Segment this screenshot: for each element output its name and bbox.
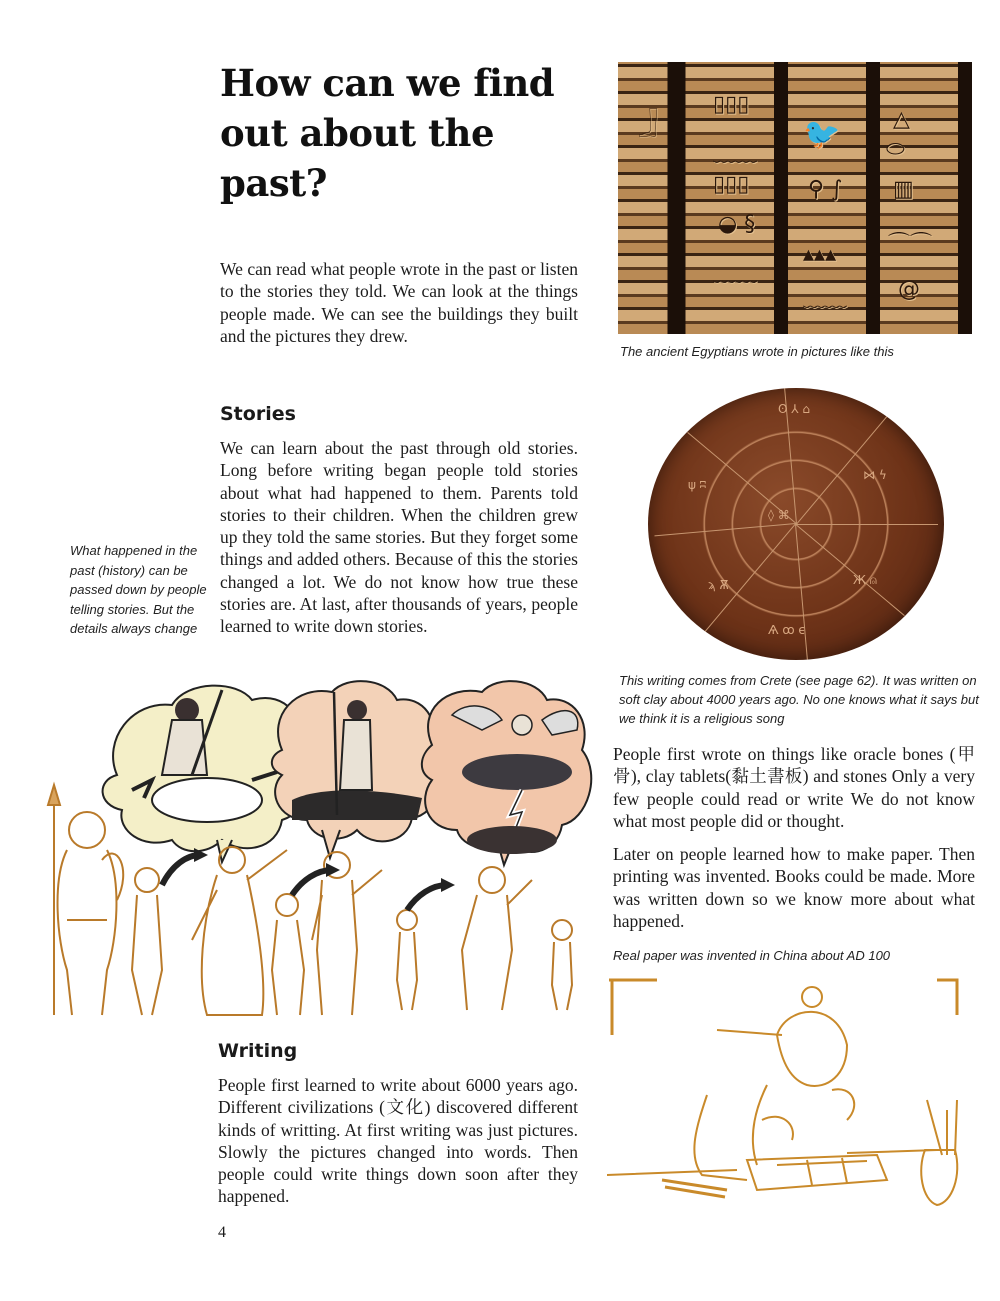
thought-bubble-3 (422, 681, 591, 865)
hieroglyph-glyph: ⚲ ∫ (808, 177, 843, 202)
hieroglyph-glyph: ▯▯▯ (713, 92, 750, 117)
printer-hands (762, 1089, 854, 1140)
disc-glyph: ϡ Ѫ (708, 578, 729, 592)
carving-tools (662, 1180, 727, 1197)
hieroglyph-glyph: ⌒⌒ (888, 232, 933, 257)
hieroglyph-glyph: ▯▯▯ (713, 172, 750, 197)
hieroglyph-glyph: ▥ (893, 177, 914, 202)
disc-glyph: ⋈ ϟ (863, 468, 887, 482)
intro-paragraph: We can read what people wrote in the past or listen to the stories they told. We can look at the things people made. We can see the buildings they built and the pictures they drew. (220, 259, 578, 346)
writing-paragraph: People first learned to write about 6000 years ago. Different civilizations (文化) discovered different kinds of writting. At first writing was just pictures. Slowly the pictures changed into words. Then people could write things down soon after they happened. (218, 1075, 578, 1207)
thought-bubble-2 (272, 681, 441, 858)
hieroglyph-glyph: ﹏﹏ (803, 287, 848, 312)
egyptian-hieroglyphs-photo (618, 62, 972, 334)
disc-divider-line (795, 524, 904, 616)
crete-caption: This writing comes from Crete (see page 62). It was written on soft clay about 4000 years ago. No one knows what it says but we think it is a religious song (619, 673, 979, 726)
paper-caption: Real paper was invented in China about AD 100 (613, 948, 891, 963)
page-number: 4 (218, 1224, 226, 1241)
child-3 (397, 910, 417, 930)
disc-divider-line (795, 524, 808, 660)
disc-glyph: ʘ ⅄ ⌂ (778, 402, 811, 416)
disc-glyph: Ж ⍝ (853, 573, 877, 587)
pot-tools (927, 1100, 957, 1155)
hieroglyph-glyph: ﹏﹏ (713, 262, 758, 287)
paper-printing-paragraph: Later on people learned how to make paper. Then printing was invented. Books could be made. More was written down so we know more about what happened. (613, 844, 975, 931)
modern-man-head (479, 867, 505, 893)
generation-arrows (162, 848, 455, 910)
stories-heading: Stories (220, 403, 296, 425)
disc-glyph: ◊ ⌘ (768, 508, 790, 522)
page-title: How can we find out about the past? (220, 61, 555, 205)
child-4 (552, 920, 572, 940)
stories-side-note: What happened in the past (history) can be passed down by people telling stories. But the details always change (70, 543, 207, 636)
arrow-head-icon (326, 863, 340, 877)
corner-ornament (609, 980, 657, 1035)
hieroglyph-glyph: ◒ § (718, 212, 756, 237)
child-1 (135, 868, 159, 892)
hair-bun (802, 987, 822, 1007)
hieroglyph-glyph: ▴▴▴ (803, 242, 837, 267)
hieroglyph-glyph: ⬭ (886, 137, 905, 162)
printer-body (694, 1085, 767, 1180)
hieroglyph-glyph: △ (893, 107, 910, 132)
caveman-woman (102, 854, 123, 900)
egypt-caption: The ancient Egyptians wrote in pictures like this (620, 344, 894, 359)
disc-glyph: ψ ʭ (688, 478, 706, 492)
hair-ribbon (717, 1030, 782, 1035)
disc-divider-line (796, 524, 938, 525)
child-2 (276, 894, 298, 916)
oracle-bones-paragraph: People first wrote on things like oracle bones (甲骨), clay tablets(黏土書板) and stones Only a very few people could read or write We do not know what most people did or thought. (613, 744, 975, 831)
tool-pot (921, 1150, 957, 1205)
storytelling-generations-illustration (22, 680, 597, 1020)
hieroglyph-glyph: @ (898, 277, 920, 302)
disc-glyph: Ѧ ꝏ ϵ (768, 623, 806, 637)
stories-paragraph: We can learn about the past through old stories. Long before writing began people told stories about what had happened to them. Parents told stories to their children. When the children grew up they told the same stories. But they forget some things and added others. Because of this the stories changed a lot. We do not know how true these stories are. At last, after thousands of years, people learned to write down stories. (220, 438, 578, 637)
arrow-head-icon (441, 878, 455, 892)
caveman-head (69, 812, 105, 848)
caveman-body (58, 850, 117, 1015)
chinese-printer-illustration (607, 975, 979, 1210)
hieroglyph-glyph: 🐦 (803, 117, 841, 152)
hieroglyph-glyph: ﹏﹏ (713, 142, 758, 167)
writing-heading: Writing (218, 1040, 298, 1062)
phaistos-disc-photo (648, 388, 944, 660)
corner-ornament (937, 980, 957, 1015)
printer-head (777, 1012, 847, 1086)
disc-divider-line (654, 523, 796, 536)
hieroglyph-glyph: 𓃀 (638, 111, 658, 136)
